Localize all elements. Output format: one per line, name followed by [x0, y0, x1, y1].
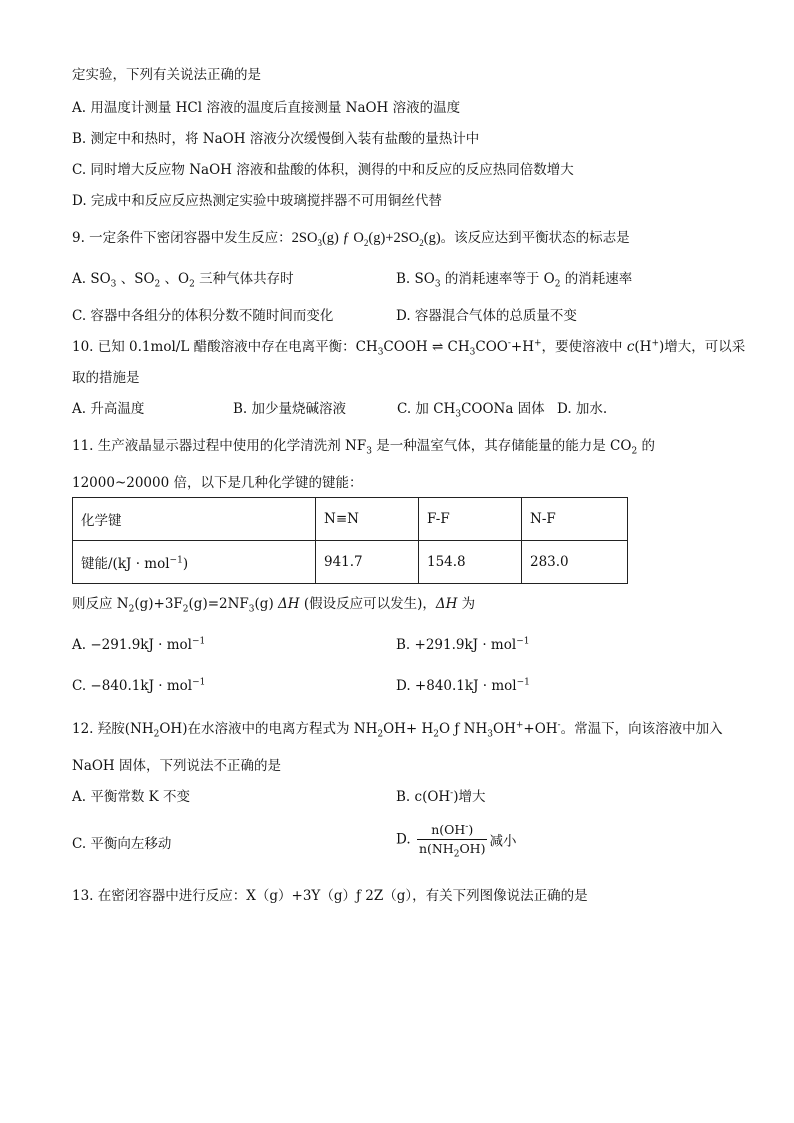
bond-energy-table — [72, 497, 628, 584]
q12-option-d-fraction — [417, 821, 488, 860]
q12-option-d-suffix: 减小 — [489, 833, 517, 850]
q9-option-a-label: A. — [72, 271, 91, 287]
q11-option-b: B. +291.9kJ · mol$^{-1}$ — [396, 636, 530, 653]
q9-option-a-text: $SO_3$ 、$SO_2$ 、$O_2$ 三种气体共存时 — [90, 271, 294, 290]
q12-stem-line1: 12. 羟胺$(NH_2OH)$在水溶液中的电离方程式为 $NH_2OH+ H_2O$ ƒ $NH_3OH^++OH^-$。常温下，向该溶液中加入 — [72, 720, 723, 740]
q12-option-d — [396, 821, 517, 860]
q13-stem: 13. 在密闭容器中进行反应：X（g）+3Y（g）ƒ 2Z（g），有关下列图像说法正确的是 — [72, 888, 588, 904]
q9-option-a — [72, 270, 294, 288]
q9-stem-suffix: 。该反应达到平衡状态的标志是 — [440, 230, 630, 246]
q11-stem-line1: 11. 生产液晶显示器过程中使用的化学清洗剂 $NF_3$ 是一种温室气体，其存储能量的能力是 $CO_2$ 的 — [72, 438, 655, 457]
table-row — [73, 541, 628, 584]
q8-option-d: D. 完成中和反应反应热测定实验中玻璃搅拌器不可用铜丝代替 — [72, 193, 442, 209]
q8-option-c: C. 同时增大反应物 NaOH 溶液和盐酸的体积，测得的中和反应的反应热同倍数增大 — [72, 162, 574, 178]
table-cell-energy: 154.8 — [419, 541, 522, 584]
table-cell-bond: N-F — [522, 498, 628, 541]
q9-stem — [72, 229, 630, 247]
table-header-cell: 化学键 — [73, 498, 316, 541]
q9-option-d: D. 容器混合气体的总质量不变 — [396, 308, 577, 324]
q8-stem: 定实验，下列有关说法正确的是 — [72, 67, 261, 83]
q10-stem-line1: 10. 已知 0.1mol/L 醋酸溶液中存在电离平衡：$CH_3COOH$ ⇌ $CH_3COO^-+H^+$，要使溶液中 c(H+)增大，可以采 — [72, 338, 746, 358]
q12-option-a: A. 平衡常数 K 不变 — [72, 789, 190, 805]
q12-option-c: C. 平衡向左移动 — [72, 836, 172, 852]
table-row-label: 键能/(kJ · mol$^{-1}$) — [73, 541, 316, 584]
q11-option-a: A. −291.9kJ · mol$^{-1}$ — [72, 636, 206, 653]
q8-option-a: A. 用温度计测量 HCl 溶液的温度后直接测量 NaOH 溶液的温度 — [72, 100, 461, 116]
fraction-numerator: n(OH-) — [417, 822, 488, 840]
q9-equation: $2SO_3(g)$ ƒ $O_2(g)+2SO_2(g)$ — [291, 230, 441, 248]
q9-option-b-text: $SO_3$ 的消耗速率等于 $O_2$ 的消耗速率 — [414, 271, 633, 290]
q9-option-b-label: B. — [396, 271, 415, 287]
q11-stem-line2: 12000~20000 倍，以下是几种化学键的键能： — [72, 475, 363, 491]
q11-option-d: D. +840.1kJ · mol$^{-1}$ — [396, 677, 530, 694]
q12-option-d-label: D. — [396, 831, 415, 848]
q10-option-d: D. 加水. — [557, 401, 608, 417]
q10-option-b: B. 加少量烧碱溶液 — [233, 401, 347, 417]
q9-stem-prefix: 9. 一定条件下密闭容器中发生反应： — [72, 230, 292, 246]
q9-option-b — [396, 270, 632, 288]
q12-stem-line2: NaOH 固体，下列说法不正确的是 — [72, 758, 281, 774]
q11-reaction: 则反应 $N_2(g)+3F_2(g)=2NF_3(g)$ ΔH (假设反应可以发生)，ΔH 为 — [72, 596, 476, 615]
table-cell-bond: N≡N — [316, 498, 419, 541]
q9-option-c: C. 容器中各组分的体积分数不随时间而变化 — [72, 308, 334, 324]
table-cell-energy: 283.0 — [522, 541, 628, 584]
q10-option-a: A. 升高温度 — [72, 401, 145, 417]
q11-option-c: C. −840.1kJ · mol$^{-1}$ — [72, 677, 206, 694]
fraction-denominator: $n(NH_2OH)$ — [418, 841, 486, 860]
table-cell-bond: F-F — [419, 498, 522, 541]
table-cell-energy: 941.7 — [316, 541, 419, 584]
table-row — [73, 498, 628, 541]
q12-option-b: B. c(OH-)增大 — [396, 788, 486, 805]
q10-option-c: C. 加 $CH_3COONa$ 固体 — [397, 401, 545, 420]
q8-option-b: B. 测定中和热时，将 NaOH 溶液分次缓慢倒入装有盐酸的量热计中 — [72, 131, 480, 147]
q10-stem-line2: 取的措施是 — [72, 370, 140, 386]
